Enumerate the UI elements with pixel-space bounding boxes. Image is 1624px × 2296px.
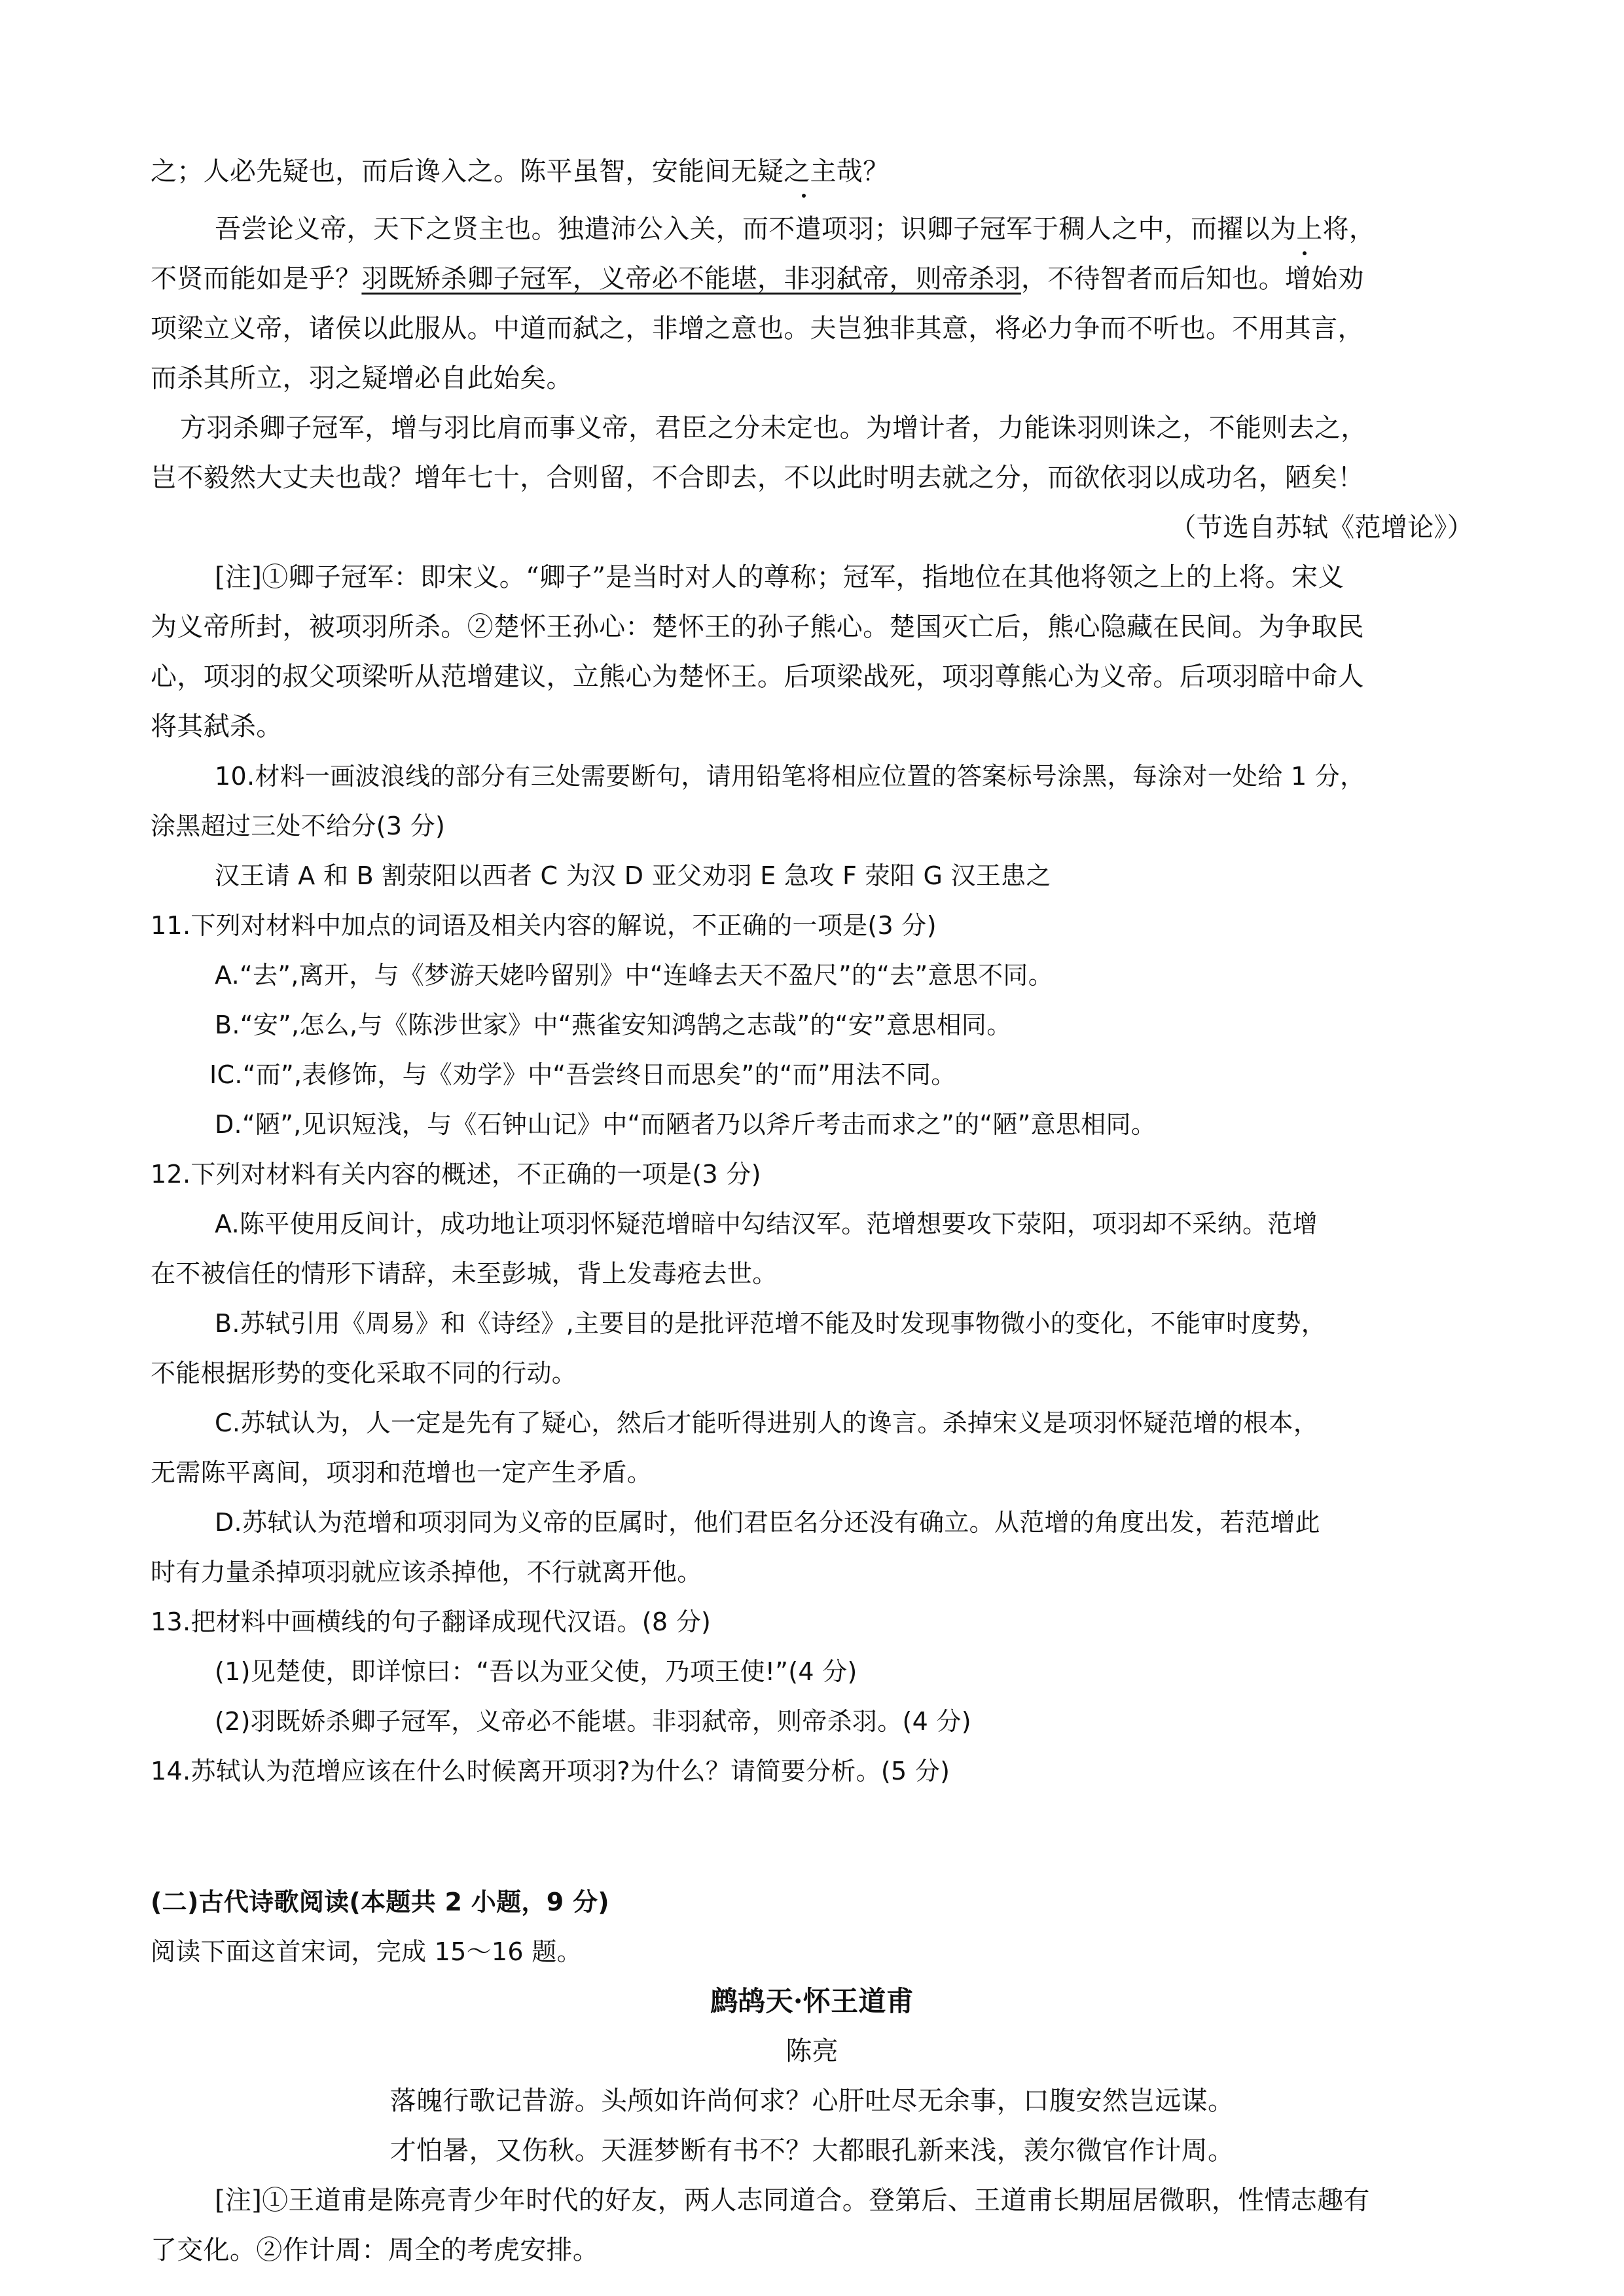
- poem-line-2: 才怕暑，又伤秋。天涯梦断有书不？大都眼孔新来浅，羡尔微官作计周。: [389, 2136, 1235, 2166]
- question-12-option-a-line-1: A.陈平使用反间计，成功地让项羽怀疑范增暗中勾结汉军。范增想要攻下荥阳，项羽却不采纳。范增: [215, 1210, 1318, 1238]
- passage-source: （节选自苏轼《范增论》）: [1170, 512, 1473, 543]
- underlined-sentence: 羽既矫杀卿子冠军，义帝必不能堪，非羽弑帝，则帝杀羽: [361, 264, 1021, 294]
- question-11-option-a: A.“去”,离开，与《梦游天姥吟留别》中“连峰去天不盈尺”的“去”意思不同。: [215, 961, 1054, 990]
- question-12-option-c-line-1: C.苏轼认为，人一定是先有了疑心，然后才能听得进别人的谗言。杀掉宋义是项羽怀疑范增的根本，: [215, 1408, 1319, 1437]
- passage-p3-line-2: 岂不毅然大丈夫也哉？增年七十，合则留，不合即去，不以此时明去就之分，而欲依羽以成功名，陋矣！: [151, 463, 1364, 493]
- passage-note-line-2: 为义帝所封，被项羽所杀。②楚怀王孙心：楚怀王的孙子熊心。楚国灭亡后，熊心隐藏在民间。为争取民: [151, 612, 1364, 642]
- emphasis-dot-an: [802, 194, 806, 198]
- passage-p2-line-3: 项梁立义帝，诸侯以此服从。中道而弑之，非增之意也。夫岂独非其意，将必力争而不听也。不用其言，: [151, 314, 1364, 344]
- passage-p3-line-1: 方羽杀卿子冠军，增与羽比肩而事义帝，君臣之分未定也。为增计者，力能诛羽则诛之，不能则去之，: [180, 413, 1367, 443]
- poem-title: 鹧鸪天·怀王道甫: [710, 1985, 914, 2017]
- poem-note-line-2: 了交化。②作计周：周全的考虎安排。: [151, 2235, 600, 2265]
- passage-p2-line-4: 而杀其所立，羽之疑增必自此始矣。: [151, 363, 573, 393]
- emphasis-dot-er: [1303, 251, 1307, 255]
- question-12-option-b-line-2: 不能根据形势的变化采取不同的行动。: [151, 1359, 577, 1388]
- question-11: 11.下列对材料中加点的词语及相关内容的解说，不正确的一项是(3 分): [151, 911, 937, 940]
- question-12-option-d-line-1: D.苏轼认为范增和项羽同为义帝的臣属时，他们君臣名分还没有确立。从范增的角度出发，若范增此: [215, 1508, 1320, 1537]
- question-10-line-2: 涂黑超过三处不给分(3 分): [151, 812, 446, 840]
- passage-note-line-3: 心，项羽的叔父项梁听从范增建议，立熊心为楚怀王。后项梁战死，项羽尊熊心为义帝。后项羽暗中命人: [151, 662, 1364, 692]
- poem-note-line-1: [注]①王道甫是陈亮青少年时代的好友，两人志同道合。登第后、王道甫长期屈居微职，性情志趣有: [215, 2185, 1370, 2215]
- passage-line-1: 之；人必先疑也，而后谗入之。陈平虽智，安能间无疑之主哉？: [151, 156, 890, 187]
- question-11-option-b: B.“安”,怎么,与《陈涉世家》中“燕雀安知鸿鹄之志哉”的“安”意思相同。: [215, 1011, 1012, 1039]
- section-2-heading: (二)古代诗歌阅读(本题共 2 小题，9 分): [151, 1888, 609, 1916]
- question-12: 12.下列对材料有关内容的概述，不正确的一项是(3 分): [151, 1160, 761, 1189]
- passage-p2-line-2: [151, 262, 1364, 296]
- question-13-part-2: (2)羽既娇杀卿子冠军，义帝必不能堪。非羽弑帝，则帝杀羽。(4 分): [215, 1707, 971, 1736]
- question-10-options: 汉王请 A 和 B 割荥阳以西者 C 为汉 D 亚父劝羽 E 急攻 F 荥阳 G 汉王患之: [215, 861, 1051, 890]
- question-12-option-c-line-2: 无需陈平离间，项羽和范增也一定产生矛盾。: [151, 1458, 653, 1487]
- poem-line-1: 落魄行歌记昔游。头颅如许尚何求？心肝吐尽无余事，口腹安然岂远谋。: [389, 2086, 1235, 2116]
- question-13-part-1: (1)见楚使，即详惊曰：“吾以为亚父使，乃项王使!”(4 分): [215, 1657, 857, 1686]
- passage-note-line-4: 将其弑杀。: [151, 711, 283, 742]
- question-12-option-a-line-2: 在不被信任的情形下请辞，未至彭城，背上发毒疮去世。: [151, 1259, 778, 1288]
- question-11-option-c: IC.“而”,表修饰，与《劝学》中“吾尝终日而思矣”的“而”用法不同。: [209, 1060, 956, 1089]
- question-12-option-d-line-2: 时有力量杀掉项羽就应该杀掉他，不行就离开他。: [151, 1558, 702, 1587]
- passage-p2-line-1: 吾尝论义帝，天下之贤主也。独遣沛公入关，而不遣项羽；识卿子冠军于稠人之中，而擢以为上将，: [215, 214, 1376, 244]
- question-10-line-1: 10.材料一画波浪线的部分有三处需要断句，请用铅笔将相应位置的答案标号涂黑，每涂对一处给 1 分，: [215, 762, 1365, 791]
- passage-p2-line-2-start: 不贤而能如是乎？: [151, 264, 362, 294]
- poem-author: 陈亮: [785, 2036, 839, 2066]
- section-2-intro: 阅读下面这首宋词，完成 15～16 题。: [151, 1937, 582, 1966]
- passage-p2-line-2-end: ，不待智者而后知也。增始劝: [1020, 264, 1364, 294]
- question-14: 14.苏轼认为范增应该在什么时候离开项羽?为什么？请简要分析。(5 分): [151, 1757, 950, 1785]
- passage-note-line-1: [注]①卿子冠军：即宋义。“卿子”是当时对人的尊称；冠军，指地位在其他将领之上的上将。宋义: [215, 562, 1344, 592]
- question-12-option-b-line-1: B.苏轼引用《周易》和《诗经》,主要目的是批评范增不能及时发现事物微小的变化，不能审时度势，: [215, 1309, 1327, 1338]
- question-11-option-d: D.“陋”,见识短浅，与《石钟山记》中“而陋者乃以斧斤考击而求之”的“陋”意思相同。: [215, 1110, 1157, 1139]
- question-13: 13.把材料中画横线的句子翻译成现代汉语。(8 分): [151, 1607, 712, 1636]
